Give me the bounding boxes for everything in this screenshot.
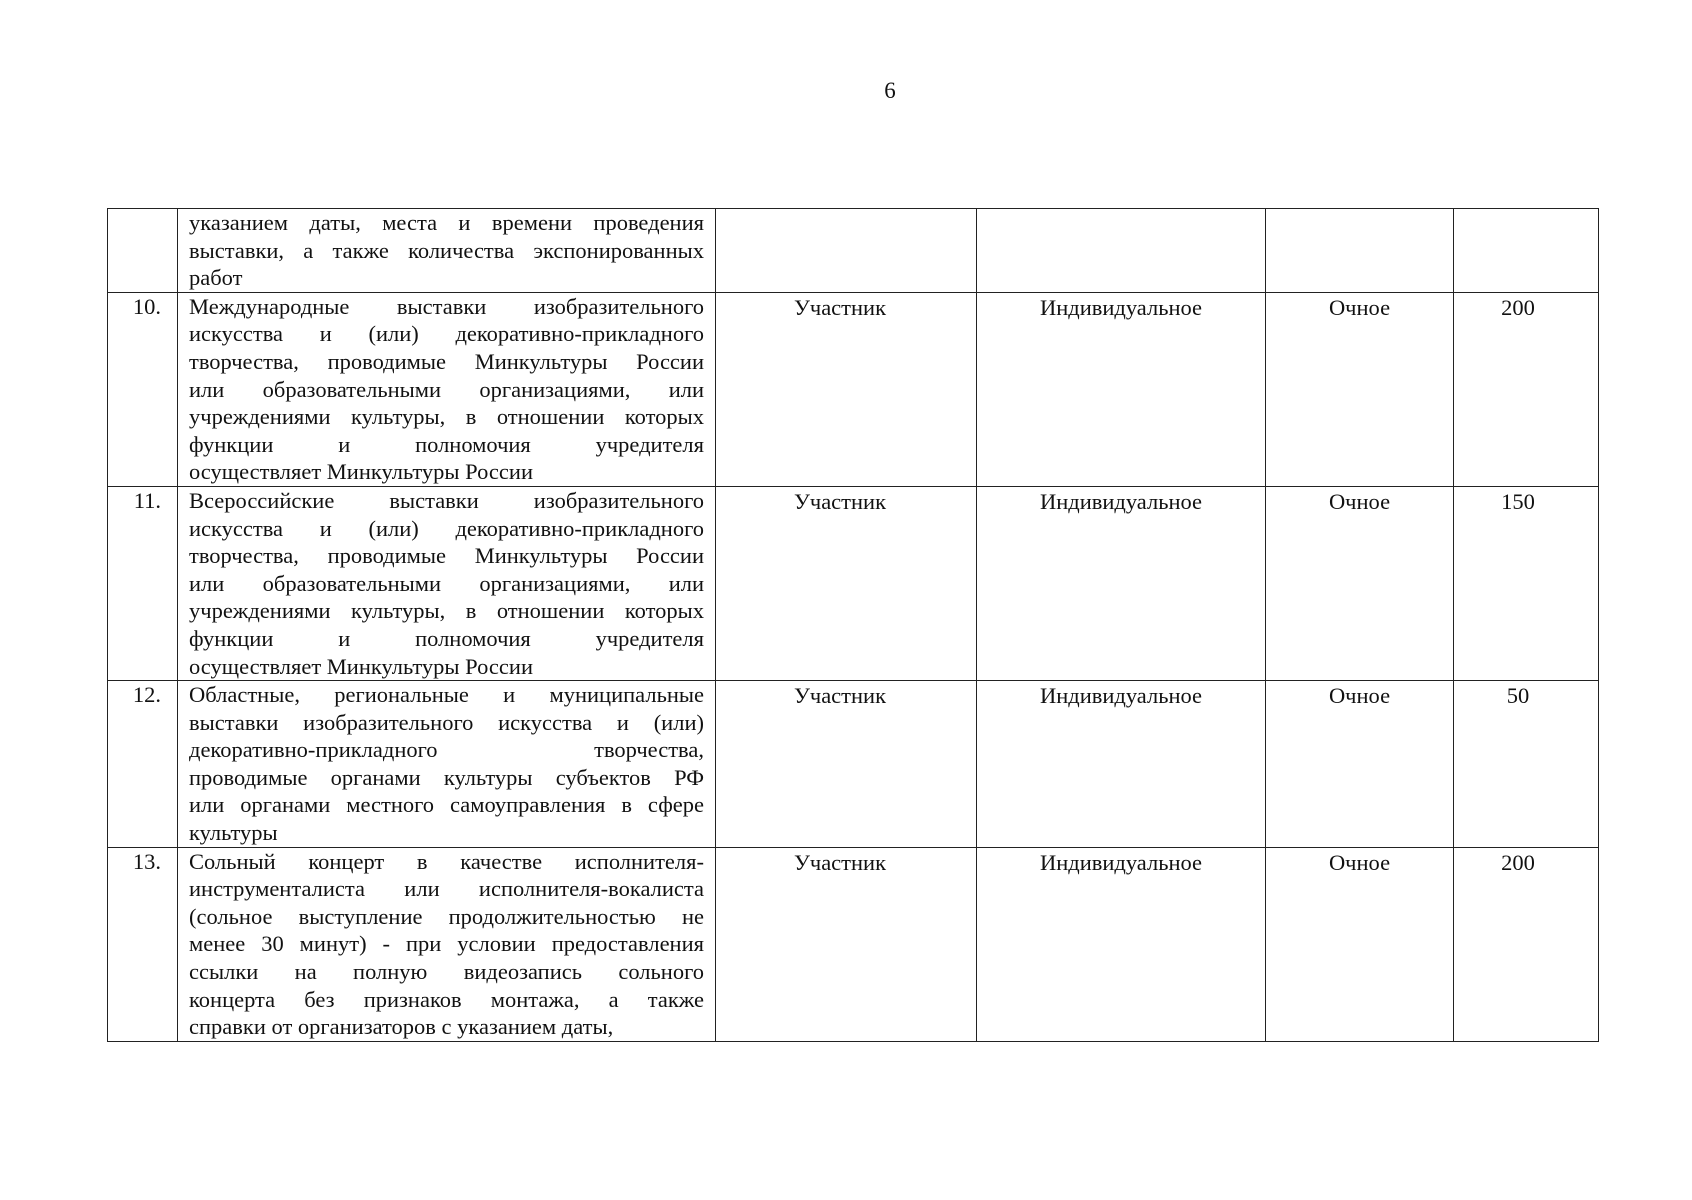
participation-type-cell	[977, 847, 1266, 1041]
points-value: 50	[1506, 683, 1530, 709]
participation-role-cell	[716, 486, 977, 680]
description-line: выставки, а также количества экспонированных	[189, 237, 704, 263]
description-line: указанием даты, места и времени проведения	[189, 210, 704, 235]
row-number: 13.	[108, 847, 178, 1041]
achievement-description	[178, 847, 716, 1041]
row-number: 10.	[108, 292, 178, 486]
table-row	[108, 486, 1599, 680]
participation-type: Индивидуальное	[1039, 294, 1203, 320]
table-row	[108, 847, 1599, 1041]
description-line: работ	[189, 265, 243, 291]
description-line: творчества, проводимые Минкультуры России	[189, 543, 704, 569]
description-line: функции и полномочия учредителя	[189, 625, 704, 651]
page-number: 6	[884, 78, 896, 103]
description-line: или образовательными организациями, или	[189, 570, 704, 596]
participation-role-cell	[716, 292, 977, 486]
description-line: учреждениями культуры, в отношении которых	[189, 404, 704, 430]
participation-form-cell	[1266, 292, 1454, 486]
participation-form: Очное	[1328, 849, 1391, 875]
description-line: ссылки на полную видеозапись сольного	[189, 959, 704, 985]
description-line: справки от организаторов с указанием даты,	[189, 1014, 614, 1040]
points-value-cell	[1454, 292, 1599, 486]
description-line: творчества, проводимые Минкультуры России	[189, 348, 704, 374]
achievements-table	[107, 208, 1599, 1042]
description-line: осуществляет Минкультуры России	[189, 653, 533, 679]
points-value: 200	[1501, 849, 1535, 875]
description-line: осуществляет Минкультуры России	[189, 459, 533, 485]
participation-role: Участник	[793, 488, 887, 514]
description-line: менее 30 минут) - при условии предоставления	[189, 931, 704, 957]
participation-role: Участник	[793, 294, 887, 320]
participation-role: Участник	[793, 849, 887, 875]
points-value-cell	[1454, 847, 1599, 1041]
description-line: концерта без признаков монтажа, а также	[189, 986, 704, 1012]
participation-role-cell	[716, 681, 977, 848]
description-line: инструменталиста или исполнителя-вокалиста	[189, 876, 704, 902]
description-line: или органами местного самоуправления в сфере	[189, 792, 704, 818]
points-value: 200	[1501, 294, 1535, 320]
achievement-description	[178, 681, 716, 848]
participation-type: Индивидуальное	[1039, 683, 1203, 709]
participation-form: Очное	[1328, 294, 1391, 320]
description-line: искусства и (или) декоративно-прикладного	[189, 515, 704, 541]
points-value-cell	[1454, 486, 1599, 680]
description-line: искусства и (или) декоративно-прикладного	[189, 321, 704, 347]
points-value-cell	[1454, 681, 1599, 848]
description-line: функции и полномочия учредителя	[189, 431, 704, 457]
achievement-description	[178, 486, 716, 680]
participation-form-cell	[1266, 847, 1454, 1041]
achievement-description	[178, 292, 716, 486]
participation-form: Очное	[1328, 683, 1391, 709]
participation-type-cell	[977, 292, 1266, 486]
participation-role-cell	[716, 209, 977, 293]
description-line: Сольный концерт в качестве исполнителя-	[189, 848, 704, 874]
achievement-description	[178, 209, 716, 293]
table-row	[108, 209, 1599, 293]
participation-form-cell	[1266, 486, 1454, 680]
participation-type: Индивидуальное	[1039, 488, 1203, 514]
points-value-cell	[1454, 209, 1599, 293]
participation-type-cell	[977, 681, 1266, 848]
table-body	[108, 209, 1599, 1042]
description-line: Областные, региональные и муниципальные	[189, 682, 704, 708]
description-line: Международные выставки изобразительного	[189, 293, 704, 319]
participation-form-cell	[1266, 681, 1454, 848]
points-value: 150	[1501, 488, 1535, 514]
description-line: (сольное выступление продолжительностью не	[189, 903, 704, 929]
row-number: 12.	[108, 681, 178, 848]
participation-type-cell	[977, 486, 1266, 680]
participation-role-cell	[716, 847, 977, 1041]
description-line: культуры	[189, 820, 278, 846]
description-line: или образовательными организациями, или	[189, 376, 704, 402]
participation-role: Участник	[793, 683, 887, 709]
description-line: проводимые органами культуры субъектов РФ	[189, 764, 704, 790]
table-row	[108, 681, 1599, 848]
participation-form: Очное	[1328, 488, 1391, 514]
description-line: учреждениями культуры, в отношении которых	[189, 598, 704, 624]
description-line: декоративно-прикладного творчества,	[189, 737, 704, 763]
participation-form-cell	[1266, 209, 1454, 293]
participation-type: Индивидуальное	[1039, 849, 1203, 875]
table-row	[108, 292, 1599, 486]
description-line: Всероссийские выставки изобразительного	[189, 487, 704, 513]
row-number: 11.	[108, 486, 178, 680]
description-line: выставки изобразительного искусства и (или)	[189, 709, 704, 735]
row-number	[108, 209, 178, 293]
participation-type-cell	[977, 209, 1266, 293]
